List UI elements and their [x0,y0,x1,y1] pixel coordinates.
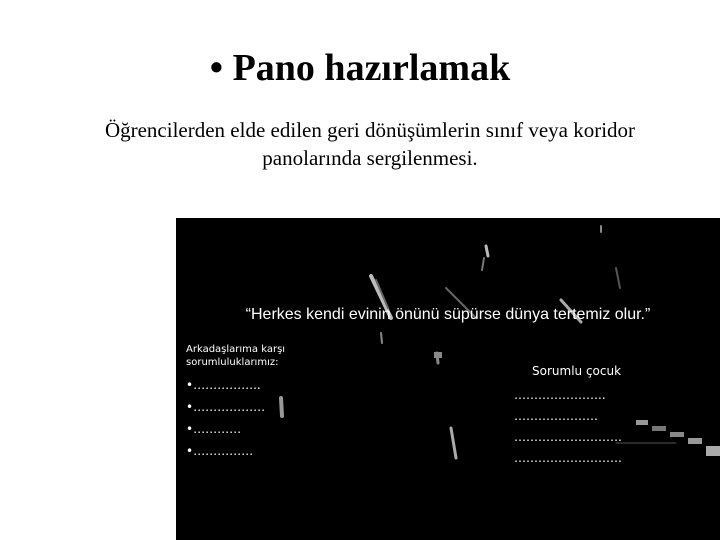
left-heading [186,343,366,369]
description-line-1: Öğrencilerden elde edilen geri dönüşümlerin sınıf veya koridor [104,118,636,142]
list-item: •…………….. [186,378,261,392]
streak [381,333,382,343]
streak [482,258,484,270]
right-heading: Sorumlu çocuk [532,364,622,378]
streak [451,428,456,458]
streak-block [652,426,666,431]
streak-block [688,438,702,444]
list-item: ………………….. [514,388,606,402]
left-heading-line-1: Arkadaşlarıma karşı [186,344,286,355]
right-list [514,388,622,472]
board-image [176,218,720,540]
list-item: ………………… [514,409,598,423]
slide-title: • Pano hazırlamak [209,47,511,89]
streak [616,268,620,288]
left-heading-line-2: sorumluluklarımız: [186,357,279,368]
streak-block [434,352,442,358]
streak [486,246,488,256]
slide-description [40,116,700,172]
list-item: ……………………… [514,451,622,465]
list-item: •…………… [186,444,254,458]
streak [281,398,282,416]
description-line-2: panolarında sergilenmesi. [262,146,478,170]
list-item: •……………… [186,400,266,414]
board-quote: “Herkes kendi evinin önünü süpürse dünya tertemiz olur.” [245,306,651,323]
list-item: ……………………… [514,430,622,444]
streak-block [670,432,684,437]
left-list [186,378,265,466]
streak-block [636,420,648,425]
streak-block [706,446,720,456]
list-item: •………… [186,422,242,436]
